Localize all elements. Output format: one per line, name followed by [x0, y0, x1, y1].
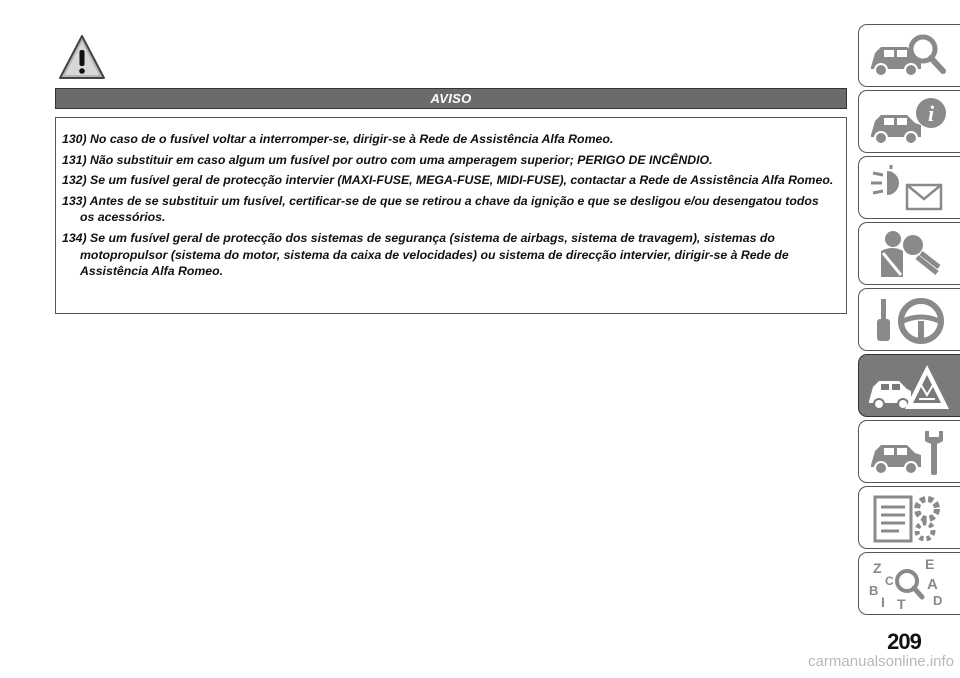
warning-notes-box: [55, 117, 847, 314]
tab-index[interactable]: [858, 552, 960, 615]
warning-note: 130) No caso de o fusível voltar a interromper-se, dirigir-se à Rede de Assistência Alfa Romeo.: [62, 132, 614, 146]
index-letter: D: [933, 593, 943, 608]
index-letter: T: [897, 596, 906, 612]
index-letter: C: [885, 574, 894, 588]
tab-emergency[interactable]: [858, 354, 960, 417]
tab-safety[interactable]: [858, 222, 960, 285]
warning-note: 134) Se um fusível geral de protecção dos sistemas de segurança (sistema de airbags, sistema de travagem), sistemas do motopropulsor (sistema do motor, sistema da caixa de velocidades) ou sistema de direcção intervier, dirigir-se à Rede de Assistência Alfa Romeo.: [62, 230, 789, 279]
tab-vehicle-overview[interactable]: [858, 24, 960, 87]
index-letter: A: [927, 576, 938, 593]
car-search-icon: [867, 29, 953, 84]
car-emergency-triangle-icon: [867, 359, 953, 414]
tab-warning-lights[interactable]: [858, 156, 960, 219]
warning-note: 133) Antes de se substituir um fusível, certificar-se de que se retirou a chave da ignição e que se desligou e/ou desengatou todos os acessórios.: [62, 193, 819, 225]
index-letter: Z: [873, 560, 882, 576]
index-letter: I: [881, 594, 885, 610]
page-number: 209: [887, 629, 921, 654]
airbag-seatbelt-icon: [867, 227, 953, 282]
watermark: carmanualsonline.info: [808, 653, 954, 670]
key-steering-wheel-icon: [867, 293, 953, 348]
warning-triangle-icon: [58, 34, 106, 80]
tab-maintenance[interactable]: [858, 420, 960, 483]
warning-lights-message-icon: [867, 161, 953, 216]
warning-note: 132) Se um fusível geral de protecção intervier (MAXI-FUSE, MEGA-FUSE, MIDI-FUSE), contactar a Rede de Assistência Alfa Romeo.: [62, 173, 834, 188]
index-letter: B: [869, 583, 879, 598]
tab-starting-driving[interactable]: [858, 288, 960, 351]
warning-title: AVISO: [430, 91, 472, 106]
warning-header: [55, 88, 847, 109]
technical-data-gear-icon: [867, 491, 953, 546]
car-info-icon: [867, 95, 953, 150]
car-wrench-icon: [867, 425, 953, 480]
index-letter: E: [925, 557, 935, 572]
tab-technical-data[interactable]: [858, 486, 960, 549]
svg-text:i: i: [927, 101, 935, 126]
warning-note: 131) Não substituir em caso algum um fusível por outro com uma amperagem superior; PERIGO DE INCÊNDIO.: [62, 152, 713, 167]
alphabetical-index-icon: [867, 557, 953, 612]
tab-vehicle-knowledge[interactable]: [858, 90, 960, 153]
